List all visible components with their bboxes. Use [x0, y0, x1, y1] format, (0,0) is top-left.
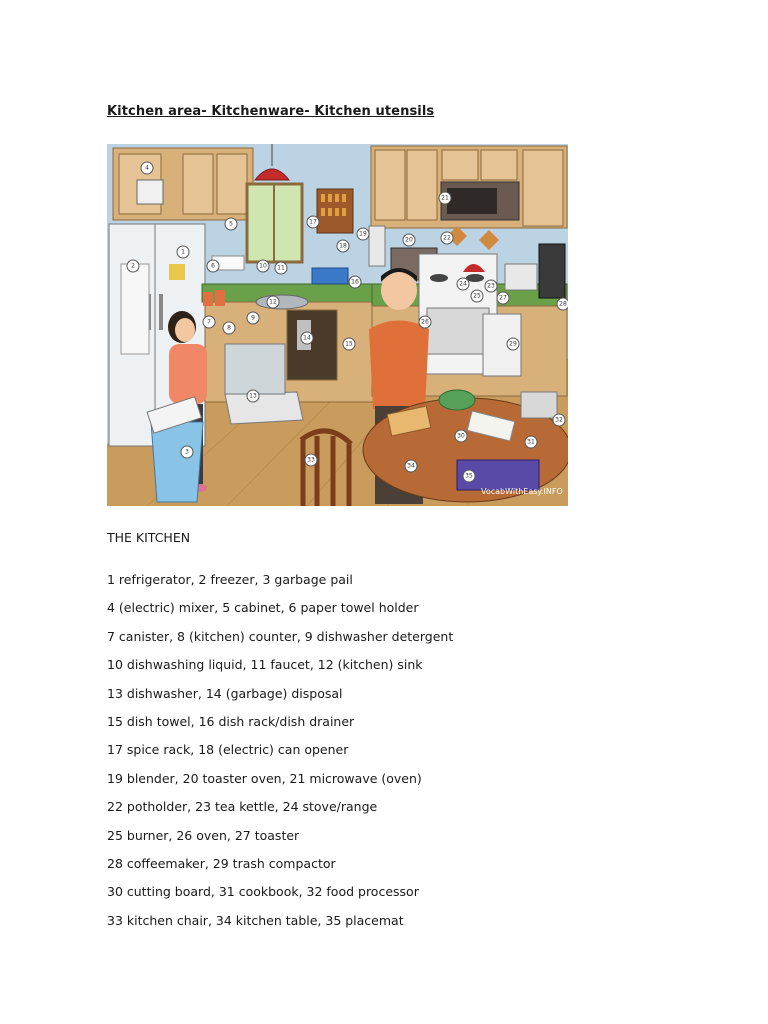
svg-text:11: 11 — [277, 264, 285, 272]
vocabulary-line: 4 (electric) mixer, 5 cabinet, 6 paper towel holder — [107, 600, 419, 616]
marker-8 — [223, 322, 235, 334]
svg-text:6: 6 — [211, 262, 215, 270]
svg-text:18: 18 — [339, 242, 347, 250]
vocabulary-line: 7 canister, 8 (kitchen) counter, 9 dishwasher detergent — [107, 628, 454, 644]
vocabulary-line: 25 burner, 26 oven, 27 toaster — [107, 827, 300, 843]
marker-4 — [141, 162, 153, 174]
vocabulary-line: 15 dish towel, 16 dish rack/dish drainer — [107, 713, 355, 729]
svg-text:23: 23 — [487, 282, 495, 290]
vocabulary-line: 1 refrigerator, 2 freezer, 3 garbage pail — [107, 572, 353, 587]
oven — [427, 308, 489, 354]
canisters — [215, 290, 225, 306]
svg-text:22: 22 — [443, 234, 451, 242]
marker-20 — [403, 234, 415, 246]
marker-5 — [225, 218, 237, 230]
svg-text:3: 3 — [185, 448, 189, 456]
kitchen-illustration — [107, 144, 568, 506]
svg-text:20: 20 — [405, 236, 413, 244]
marker-31 — [525, 436, 537, 448]
section-heading: THE KITCHEN — [107, 530, 191, 545]
svg-text:1: 1 — [181, 248, 185, 256]
marker-10 — [257, 260, 269, 272]
marker-28 — [557, 298, 568, 310]
marker-13 — [247, 390, 259, 402]
svg-text:21: 21 — [441, 194, 449, 202]
marker-6 — [207, 260, 219, 272]
marker-23 — [485, 280, 497, 292]
svg-text:33: 33 — [307, 456, 315, 464]
vocabulary-line: 28 coffeemaker, 29 trash compactor — [107, 855, 336, 871]
marker-17 — [307, 216, 319, 228]
marker-35 — [463, 470, 475, 482]
mixer — [137, 180, 163, 204]
marker-22 — [441, 232, 453, 244]
marker-29 — [507, 338, 519, 350]
svg-text:4: 4 — [145, 164, 149, 172]
svg-text:12: 12 — [269, 298, 277, 306]
marker-12 — [267, 296, 279, 308]
marker-19 — [357, 228, 369, 240]
marker-21 — [439, 192, 451, 204]
watermark: VocabWithEasy.INFO — [481, 487, 563, 496]
vocabulary-line: 10 dishwashing liquid, 11 faucet, 12 (kitchen) sink — [107, 657, 423, 673]
svg-text:19: 19 — [359, 230, 367, 238]
svg-text:28: 28 — [559, 300, 567, 308]
svg-text:5: 5 — [229, 220, 233, 228]
svg-text:10: 10 — [259, 262, 267, 270]
svg-text:34: 34 — [407, 462, 415, 470]
marker-11 — [275, 262, 287, 274]
toaster — [505, 264, 537, 290]
garbage-disposal-cabinet — [287, 310, 337, 380]
marker-25 — [471, 290, 483, 302]
svg-text:30: 30 — [457, 432, 465, 440]
marker-33 — [305, 454, 317, 466]
svg-text:25: 25 — [473, 292, 481, 300]
marker-18 — [337, 240, 349, 252]
marker-26 — [419, 316, 431, 328]
marker-30 — [455, 430, 467, 442]
svg-text:29: 29 — [509, 340, 517, 348]
marker-2 — [127, 260, 139, 272]
svg-text:16: 16 — [351, 278, 359, 286]
marker-7 — [203, 316, 215, 328]
marker-16 — [349, 276, 361, 288]
coffeemaker — [539, 244, 565, 298]
sink — [256, 295, 308, 309]
marker-34 — [405, 460, 417, 472]
vocabulary-line: 30 cutting board, 31 cookbook, 32 food processor — [107, 884, 419, 900]
marker-3 — [181, 446, 193, 458]
svg-text:26: 26 — [421, 318, 429, 326]
dishwasher — [225, 392, 303, 424]
vocabulary-line: 13 dishwasher, 14 (garbage) disposal — [107, 685, 343, 701]
svg-text:9: 9 — [251, 314, 255, 322]
marker-9 — [247, 312, 259, 324]
blender — [369, 226, 385, 266]
garbage-pail — [151, 422, 203, 502]
vocabulary-line: 19 blender, 20 toaster oven, 21 microwave (oven) — [107, 770, 422, 786]
marker-14 — [301, 332, 313, 344]
svg-text:32: 32 — [555, 416, 563, 424]
marker-32 — [553, 414, 565, 426]
svg-text:24: 24 — [459, 280, 467, 288]
svg-text:8: 8 — [227, 324, 231, 332]
dish-rack — [312, 268, 348, 284]
svg-text:31: 31 — [527, 438, 535, 446]
svg-text:27: 27 — [499, 294, 507, 302]
vocabulary-line: 17 spice rack, 18 (electric) can opener — [107, 742, 349, 758]
svg-text:13: 13 — [249, 392, 257, 400]
marker-24 — [457, 278, 469, 290]
vocabulary-list — [107, 572, 453, 941]
svg-text:2: 2 — [131, 262, 135, 270]
marker-15 — [343, 338, 355, 350]
document-title: Kitchen area- Kitchenware- Kitchen utensils — [107, 104, 435, 119]
marker-27 — [497, 292, 509, 304]
salad-bowl — [439, 390, 475, 410]
svg-text:17: 17 — [309, 218, 317, 226]
vocabulary-line: 22 potholder, 23 tea kettle, 24 stove/range — [107, 799, 378, 815]
svg-text:14: 14 — [303, 334, 311, 342]
burner — [430, 274, 448, 282]
marker-1 — [177, 246, 189, 258]
svg-text:7: 7 — [207, 318, 211, 326]
svg-text:35: 35 — [465, 472, 473, 480]
vocabulary-line: 33 kitchen chair, 34 kitchen table, 35 placemat — [107, 912, 404, 928]
food-processor — [521, 392, 557, 418]
svg-text:15: 15 — [345, 340, 353, 348]
